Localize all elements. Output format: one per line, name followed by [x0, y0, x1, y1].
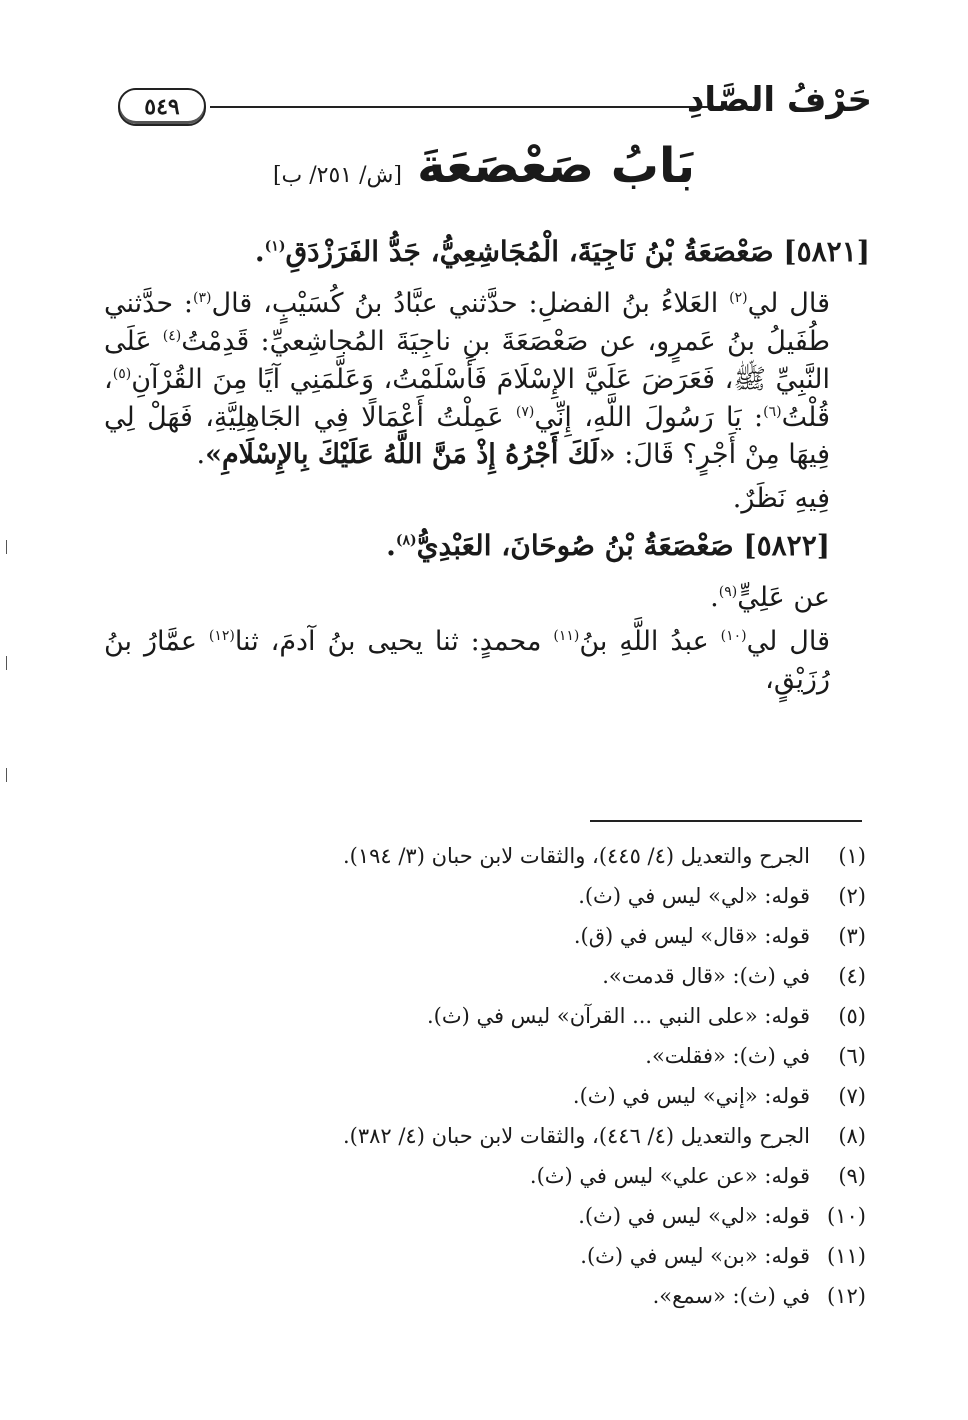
footnote-item — [150, 1116, 866, 1156]
footnote-item — [150, 1036, 866, 1076]
footnotes — [150, 836, 866, 1316]
footnote-text: قوله: «لي» ليس في (ث). — [578, 884, 810, 908]
footnote-ref: (١١) — [553, 627, 580, 644]
footnote-item — [150, 1276, 866, 1316]
footnote-item — [150, 1196, 866, 1236]
text-run: العَلاءُ بنُ الفضلِ: حدَّثني عبَّادُ بنُ كُسَيْبٍ، قال — [211, 288, 730, 320]
footnote-item — [150, 956, 866, 996]
footnote-separator — [590, 820, 862, 822]
footnote-number: (١٢) — [827, 1284, 866, 1308]
text-run: قال لي — [747, 288, 830, 320]
footnote-text: قوله: «قال» ليس في (ق). — [573, 924, 810, 948]
footnote-item — [150, 1076, 866, 1116]
narration-paragraph — [104, 623, 870, 699]
footnote-item — [150, 1236, 866, 1276]
footnote-text: قوله: «عن علي» ليس في (ث). — [529, 1164, 810, 1188]
text-run: : يَا رَسُولَ اللَّهِ، إِنِّي — [534, 401, 764, 433]
footnote-text: في (ث): «قال قدمت». — [602, 964, 810, 988]
text-run: عبدُ اللَّهِ بنُ — [579, 625, 721, 657]
comment-paragraph: فِيهِ نَظَرٌ. — [732, 483, 830, 515]
header-rule — [210, 106, 752, 108]
text-run: عَلَى النَّبِيِّ ﷺ، فَعَرَضَ عَلَيَّ الإِسْلَامَ فَأَسْلَمْتُ، وَعَلَّمَنِي آيًا مِنَ القُرْآنِ — [104, 325, 830, 395]
footnote-ref: (٦) — [763, 403, 782, 420]
entry-heading-5821: [٥٨٢١] صَعْصَعَةُ بْنُ نَاجِيَةَ، الْمُجَاشِعِيُّ، جَدُّ الفَرَزْدَقِ$^{(١)}$. — [254, 235, 870, 268]
narration-paragraph: عن عَلِيٍّ$^{(٩)}$. — [710, 582, 830, 614]
footnote-number: (١١) — [827, 1244, 866, 1268]
footnote-ref: (٣) — [193, 290, 212, 307]
footnote-text: قوله: «بن» ليس في (ث). — [580, 1244, 810, 1268]
text-run: : حدَّثني طُفَيلُ بنُ عَمرٍو، عن صَعْصَعَةَ بنِ ناجِيَةَ المُجاشِعيِّ: قَدِمْتُ — [104, 288, 830, 357]
chapter-title: بَابُ صَعْصَعَةَ — [417, 138, 696, 194]
text-run: عن عَلِيٍّ — [737, 582, 830, 614]
main-text — [104, 232, 870, 705]
footnote-ref: (٩) — [718, 584, 738, 601]
chapter-heading — [0, 138, 968, 194]
manuscript-reference: [ش/ ٢٥١/ ب] — [272, 163, 402, 188]
footnote-ref: (٤) — [162, 327, 182, 344]
footnote-number: (١٠) — [827, 1204, 866, 1228]
footnote-number: (٩) — [838, 1164, 866, 1188]
footnote-text: في (ث): «فقلت». — [645, 1044, 810, 1068]
footnote-ref: (٢) — [729, 290, 748, 307]
footnote-number: (١) — [838, 844, 866, 868]
running-header-title: حَرْفُ الصَّادِ — [686, 80, 872, 120]
text-run: ، قُلْتُ — [104, 363, 830, 433]
margin-mark — [6, 768, 7, 782]
footnote-number: (٥) — [838, 1004, 866, 1028]
page-header — [118, 80, 872, 130]
text-run: قال لي — [746, 625, 830, 657]
margin-mark — [6, 656, 7, 670]
footnote-text: الجرح والتعديل (٤/ ٤٤٦)، والثقات لابن حبان (٤/ ٣٨٢). — [342, 1124, 810, 1148]
entry-title: [٥٨٢٢] صَعْصَعَةُ بْنُ صُوحَانَ، العَبْدِيُّ — [416, 528, 830, 562]
text-run: محمدٍ: ثنا يحيى بنُ آدمَ، ثنا — [234, 625, 554, 657]
footnote-ref: (٥) — [112, 365, 132, 382]
footnote-item — [150, 836, 866, 876]
footnote-ref: (١) — [264, 238, 286, 255]
footnote-text: قوله: «إني» ليس في (ث). — [572, 1084, 810, 1108]
entry-heading-5822: [٥٨٢٢] صَعْصَعَةُ بْنُ صُوحَانَ، العَبْدِيُّ$^{(٨)}$. — [386, 528, 830, 562]
narration-paragraph — [104, 285, 870, 474]
page-number-badge: ٥٤٩ — [118, 88, 206, 126]
footnote-text: في (ث): «سمع». — [652, 1284, 810, 1308]
text-run: عمَّارُ بنُ رُزَيْقٍ، — [104, 625, 830, 695]
footnote-item — [150, 916, 866, 956]
footnote-item — [150, 876, 866, 916]
footnote-ref: (٨) — [395, 532, 417, 549]
footnote-number: (٢) — [838, 884, 866, 908]
footnote-text: قوله: «لي» ليس في (ث). — [578, 1204, 810, 1228]
footnote-ref: (١٢) — [208, 627, 235, 644]
footnote-text: الجرح والتعديل (٤/ ٤٤٥)، والثقات لابن حبان (٣/ ١٩٤). — [342, 844, 810, 868]
footnote-number: (٨) — [838, 1124, 866, 1148]
text-run: عَمِلْتُ أَعْمَالًا فِي الجَاهِلِيَّةِ، فَهَلْ لِي فِيهَا مِنْ أَجْرٍ؟ قَالَ: — [104, 401, 830, 471]
footnote-ref: (٧) — [515, 403, 535, 420]
footnote-number: (٧) — [838, 1084, 866, 1108]
footnote-text: قوله: «على النبي ... القرآن» ليس في (ث). — [426, 1004, 810, 1028]
entry-title: [٥٨٢١] صَعْصَعَةُ بْنُ نَاجِيَةَ، الْمُجَاشِعِيُّ، جَدُّ الفَرَزْدَقِ — [285, 235, 870, 268]
footnote-item — [150, 1156, 866, 1196]
prophetic-quote: «لَكَ أَجْرُهُ إِذْ مَنَّ اللَّهُ عَلَيْكَ بِالإِسْلَامِ» — [205, 439, 616, 471]
footnote-number: (٤) — [838, 964, 866, 988]
footnote-item — [150, 996, 866, 1036]
footnote-number: (٦) — [838, 1044, 866, 1068]
footnote-number: (٣) — [838, 924, 866, 948]
text-run: . — [196, 439, 206, 471]
margin-mark — [6, 540, 7, 554]
footnote-ref: (١٠) — [720, 627, 747, 644]
